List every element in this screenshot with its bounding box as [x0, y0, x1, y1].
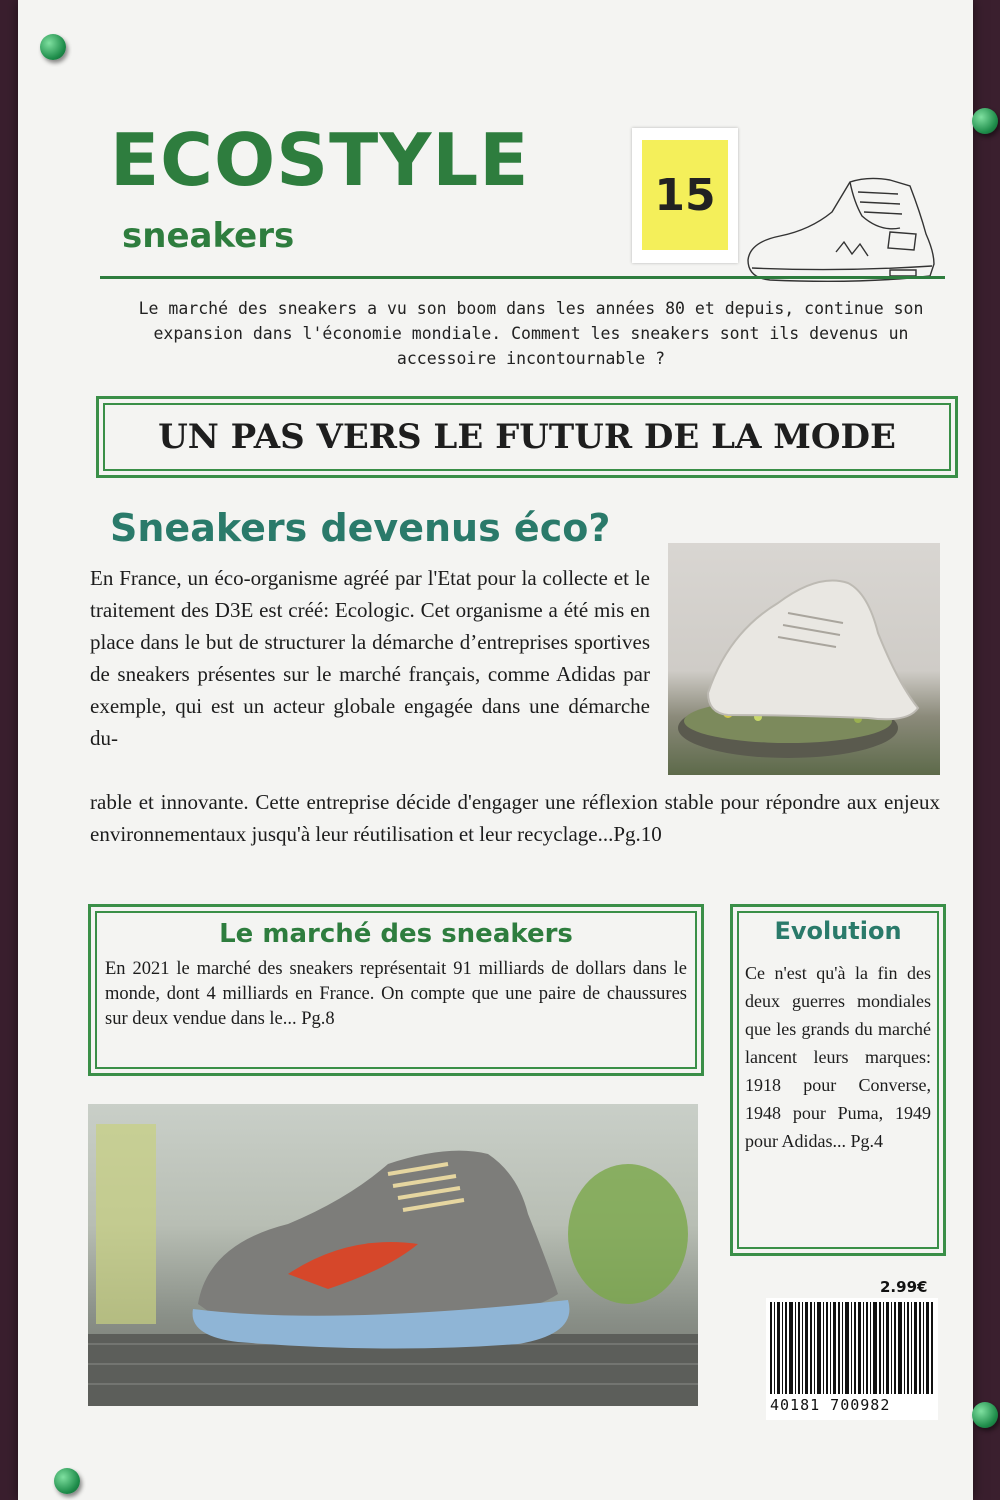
- sneaker-drawing-icon: [740, 172, 940, 292]
- barcode-icon: [770, 1302, 934, 1394]
- magazine-title: ECOSTYLE: [110, 118, 530, 202]
- magazine-subtitle: sneakers: [122, 216, 295, 256]
- pushpin-icon: [972, 108, 998, 134]
- evolution-box-title: Evolution: [774, 917, 902, 945]
- issue-sticker: [632, 128, 738, 263]
- pushpin-icon: [40, 34, 66, 60]
- issue-number: 15: [642, 140, 728, 250]
- evolution-box: [730, 904, 946, 1256]
- market-box: [88, 904, 704, 1076]
- pushpin-icon: [54, 1468, 80, 1494]
- header-rule: [100, 276, 945, 279]
- headline-frame: [96, 396, 958, 478]
- barcode: [766, 1298, 938, 1420]
- evolution-box-text: Ce n'est qu'à la fin des deux guerres mondiales que les grands du marché lancent leurs marques: 1918 pour Converse, 1948 pour Puma, 1949 pour Adidas... Pg.4: [745, 963, 931, 1151]
- barcode-number: 40181 700982: [770, 1396, 891, 1414]
- price-label: 2.99€: [880, 1278, 928, 1296]
- intro-paragraph: Le marché des sneakers a vu son boom dans les années 80 et depuis, continue son expansion dans l'économie mondiale. Comment les sneakers sont ils devenus un accessoire incontournable ?: [138, 299, 924, 368]
- market-box-title: Le marché des sneakers: [219, 919, 573, 949]
- headline: UN PAS VERS LE FUTUR DE LA MODE: [103, 403, 951, 471]
- magazine-cover: [18, 0, 973, 1500]
- main-article-title: Sneakers devenus éco?: [110, 506, 611, 550]
- pushpin-icon: [972, 1402, 998, 1428]
- eco-sneaker-photo: [668, 543, 940, 775]
- market-box-text: En 2021 le marché des sneakers représentait 91 milliards de dollars dans le monde, dont 4 milliards en France. On compte que une paire de chaussures sur deux vendue dans le... Pg.8: [105, 959, 687, 1029]
- main-article-text-top: En France, un éco-organisme agréé par l'Etat pour la collecte et le traitement des D3E est créé: Ecologic. Cet organisme a été mis en place dans le but de structurer la démarche d’entreprises sportives de sneakers présentes sur le marché français, comme Adidas par exemple, qui est un acteur globale engagée dans une démarche du-: [90, 566, 650, 750]
- sneaker-photo: [88, 1104, 698, 1406]
- main-article-text-bottom: rable et innovante. Cette entreprise décide d'engager une réflexion stable pour répondre aux enjeux environnementaux jusqu'à leur réutilisation et leur recyclage...Pg.10: [90, 790, 940, 846]
